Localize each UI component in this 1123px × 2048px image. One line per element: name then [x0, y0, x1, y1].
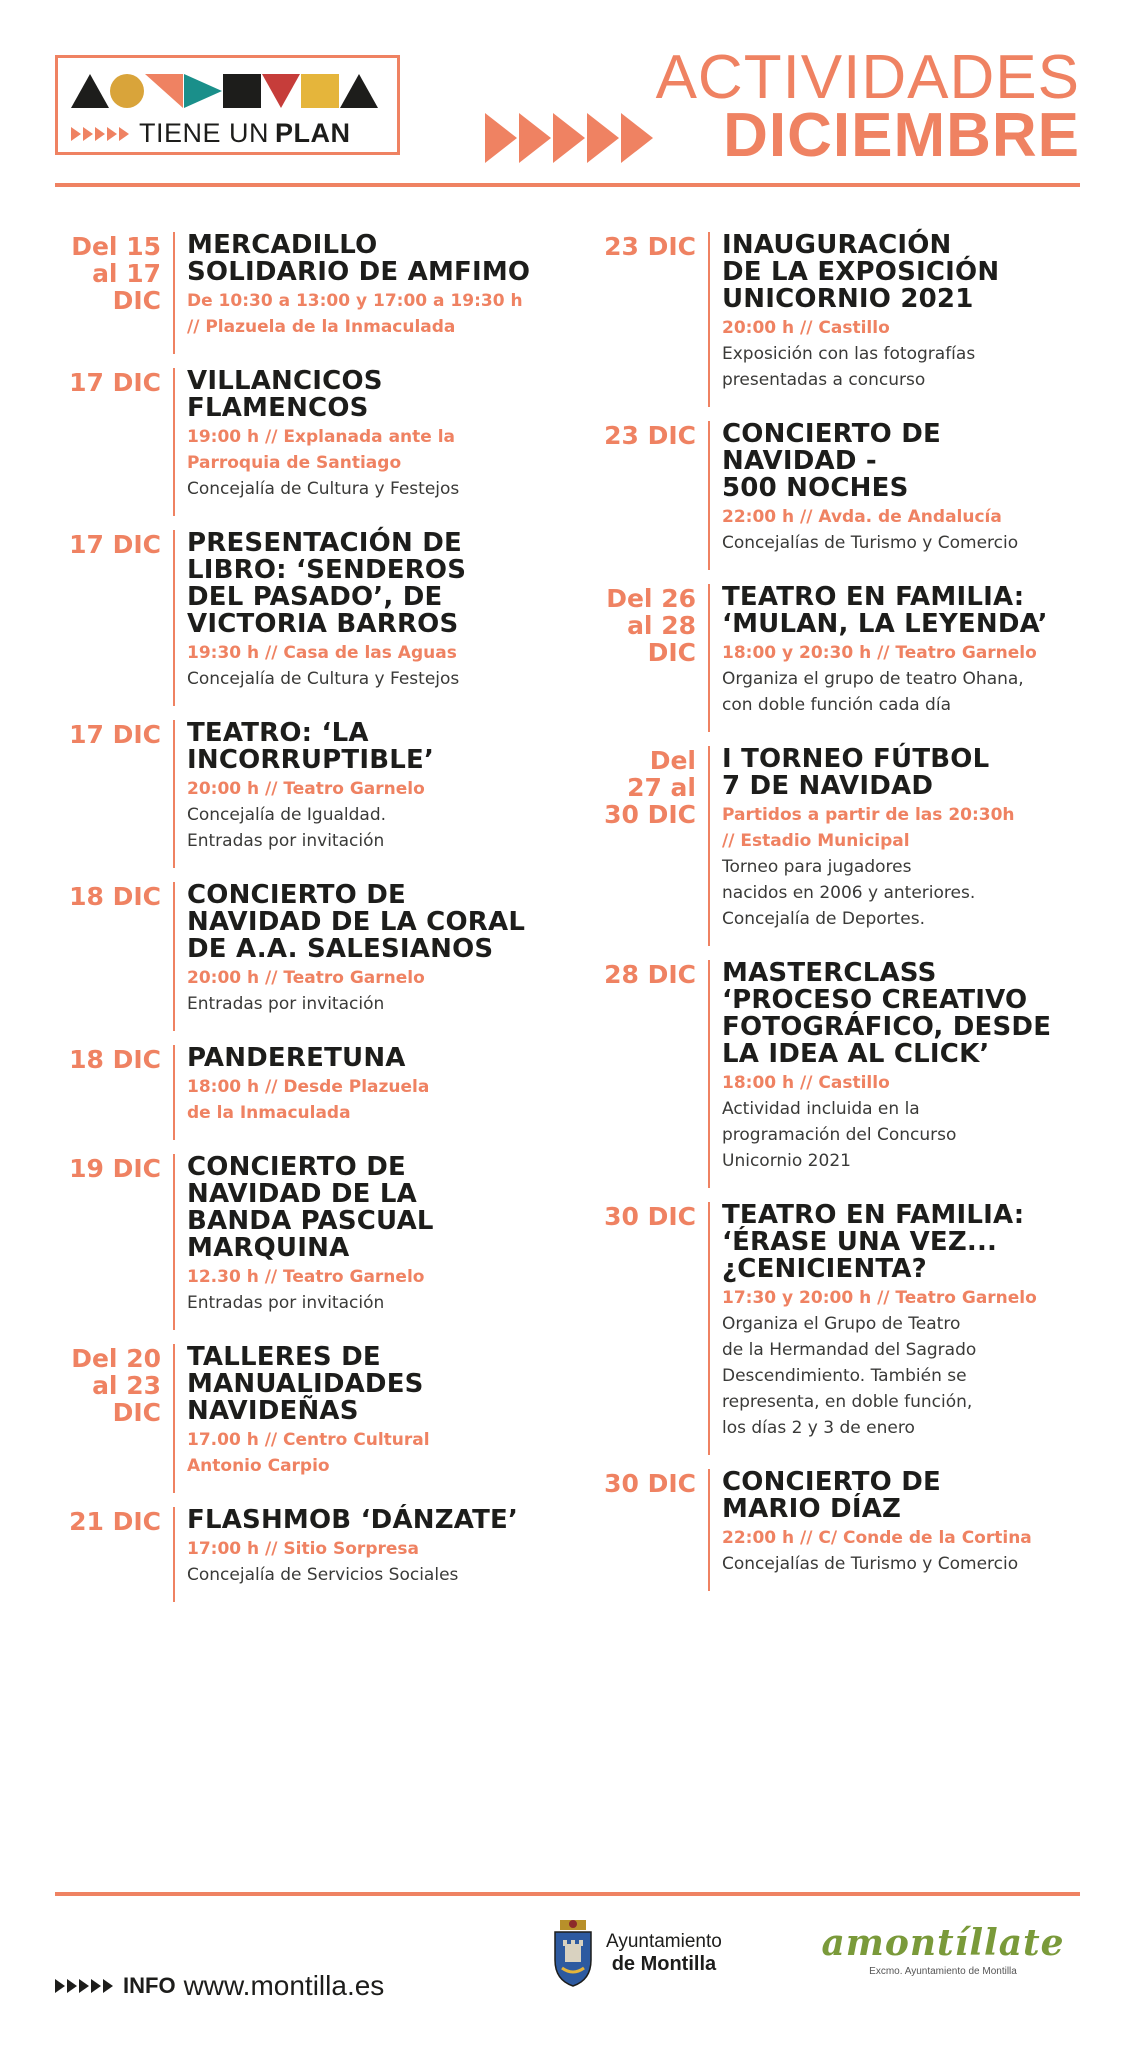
event-note-line: Entradas por invitación — [187, 994, 385, 1014]
footer-divider — [55, 1892, 1080, 1896]
events-right-column — [590, 232, 1100, 1605]
event-note — [187, 1290, 565, 1316]
event-note-line: Concejalía de Deportes. — [722, 909, 926, 929]
event-item — [590, 746, 1100, 946]
event-note — [722, 530, 1100, 556]
event-note-line: Concejalías de Turismo y Comercio — [722, 533, 1019, 553]
logo-tagline-light: TIENE UN — [139, 118, 270, 148]
event-title-line: 500 NOCHES — [722, 473, 909, 503]
event-item — [55, 1154, 565, 1330]
event-title-line: MANUALIDADES — [187, 1369, 424, 1399]
event-note — [722, 1096, 1100, 1174]
event-title-line: NAVIDAD DE LA — [187, 1179, 417, 1209]
event-time-place-line: Partidos a partir de las 20:30h — [722, 805, 1015, 825]
event-item — [55, 720, 565, 868]
event-time-place-line: 20:00 h // Castillo — [722, 318, 890, 338]
event-time-place-line: // Plazuela de la Inmaculada — [187, 317, 456, 337]
event-time-place-line: 18:00 y 20:30 h // Teatro Garnelo — [722, 643, 1037, 663]
event-item — [55, 368, 565, 516]
event-title-line: MASTERCLASS — [722, 958, 937, 988]
event-title-line: CONCIERTO DE — [187, 880, 406, 910]
event-title — [187, 232, 565, 286]
ayuntamiento-logo — [550, 1918, 722, 1988]
event-time-place — [722, 1070, 1100, 1096]
event-item — [590, 421, 1100, 570]
event-title-line: TALLERES DE — [187, 1342, 381, 1372]
event-body — [708, 746, 1100, 946]
event-date — [590, 232, 708, 407]
event-time-place — [187, 965, 565, 991]
event-title — [722, 1469, 1100, 1523]
event-title-line: NAVIDAD DE LA CORAL — [187, 907, 526, 937]
event-body — [708, 1202, 1100, 1455]
event-date-line: DIC — [112, 1398, 161, 1427]
event-time-place — [187, 1074, 565, 1126]
ayuntamiento-line-2: de Montilla — [611, 1953, 717, 1975]
amontillate-logo — [808, 1922, 1078, 1977]
event-date-line: 23 DIC — [604, 232, 696, 261]
event-item — [55, 1344, 565, 1493]
event-date-line: DIC — [647, 638, 696, 667]
event-title-line: SOLIDARIO DE AMFIMO — [187, 257, 531, 287]
page-title-top: ACTIVIDADES — [655, 43, 1080, 112]
event-date — [55, 1154, 173, 1330]
event-title — [722, 1202, 1100, 1283]
event-time-place — [722, 315, 1100, 341]
event-date — [55, 368, 173, 516]
event-title — [187, 720, 565, 774]
event-title — [187, 1344, 565, 1425]
event-item — [55, 882, 565, 1031]
event-date-line: 27 al — [627, 773, 696, 802]
event-time-place — [187, 424, 565, 476]
event-title-line: LIBRO: ‘SENDEROS — [187, 555, 467, 585]
event-title-line: VILLANCICOS — [187, 366, 383, 396]
event-date — [55, 1507, 173, 1602]
event-title-line: INAUGURACIÓN — [722, 230, 952, 260]
event-note-line: representa, en doble función, — [722, 1392, 973, 1412]
event-note — [187, 476, 565, 502]
event-body — [708, 584, 1100, 732]
event-note-line: programación del Concurso — [722, 1125, 957, 1145]
event-note-line: con doble función cada día — [722, 695, 951, 715]
event-note — [187, 991, 565, 1017]
event-date-line: al 28 — [627, 611, 696, 640]
coat-of-arms-icon — [550, 1918, 596, 1988]
event-body — [708, 1469, 1100, 1591]
montilla-logo — [55, 55, 400, 155]
event-title-line: MERCADILLO — [187, 230, 378, 260]
header — [55, 43, 1080, 185]
event-body — [708, 232, 1100, 407]
event-title — [187, 368, 565, 422]
event-note-line: Actividad incluida en la — [722, 1099, 920, 1119]
event-note — [722, 854, 1100, 932]
event-title-line: CONCIERTO DE — [187, 1152, 406, 1182]
event-time-place-line: Parroquia de Santiago — [187, 453, 402, 473]
event-title-line: UNICORNIO 2021 — [722, 284, 974, 314]
event-date-line: 28 DIC — [604, 960, 696, 989]
event-date-line: Del 15 — [71, 232, 161, 261]
event-item — [55, 1507, 565, 1602]
event-note-line: Unicornio 2021 — [722, 1151, 851, 1171]
event-date — [55, 232, 173, 354]
event-time-place — [722, 1525, 1100, 1551]
info-label: INFO — [123, 1973, 176, 1998]
event-title-line: VICTORIA BARROS — [187, 609, 459, 639]
footer-info — [55, 1970, 384, 2002]
event-body — [708, 960, 1100, 1188]
event-note — [187, 802, 565, 854]
event-body — [708, 421, 1100, 570]
event-note-line: Entradas por invitación — [187, 1293, 385, 1313]
event-time-place — [722, 1285, 1100, 1311]
event-title-line: PRESENTACIÓN DE — [187, 528, 462, 558]
event-time-place — [187, 1536, 565, 1562]
event-note — [187, 1562, 565, 1588]
event-title — [187, 1045, 565, 1072]
event-date-line: 21 DIC — [69, 1507, 161, 1536]
event-date-line: 23 DIC — [604, 421, 696, 450]
event-date — [55, 720, 173, 868]
event-body — [173, 1344, 565, 1493]
event-date — [590, 1469, 708, 1591]
event-time-place-line: 17:00 h // Sitio Sorpresa — [187, 1539, 419, 1559]
event-title — [187, 530, 565, 638]
event-date — [55, 882, 173, 1031]
event-date-line: 18 DIC — [69, 1045, 161, 1074]
event-date-line: Del — [649, 746, 696, 775]
event-body — [173, 1507, 565, 1602]
event-title-line: NAVIDAD - — [722, 446, 877, 476]
event-note-line: presentadas a concurso — [722, 370, 926, 390]
header-divider — [55, 183, 1080, 187]
logo-wordmark-graphic — [71, 74, 379, 108]
event-title-line: TEATRO: ‘LA — [187, 718, 369, 748]
event-time-place-line: 12.30 h // Teatro Garnelo — [187, 1267, 425, 1287]
event-title-line: TEATRO EN FAMILIA: — [722, 582, 1025, 612]
event-title-line: MARQUINA — [187, 1233, 350, 1263]
event-note-line: Concejalía de Servicios Sociales — [187, 1565, 459, 1585]
event-time-place — [722, 640, 1100, 666]
arrows-icon — [55, 1979, 115, 1993]
event-title — [722, 960, 1100, 1068]
event-body — [173, 530, 565, 706]
event-time-place — [187, 1427, 565, 1479]
event-item — [55, 1045, 565, 1140]
amontillate-wordmark: amontíllate — [821, 1922, 1065, 1964]
event-body — [173, 1045, 565, 1140]
event-title-line: DE LA EXPOSICIÓN — [722, 257, 1000, 287]
event-note-line: Descendimiento. También se — [722, 1366, 967, 1386]
amontillate-subtitle: Excmo. Ayuntamiento de Montilla — [869, 1966, 1017, 1977]
event-date-line: 30 DIC — [604, 800, 696, 829]
event-title-line: FOTOGRÁFICO, DESDE — [722, 1012, 1052, 1042]
event-time-place — [187, 776, 565, 802]
event-body — [173, 882, 565, 1031]
event-time-place-line: 18:00 h // Castillo — [722, 1073, 890, 1093]
event-body — [173, 720, 565, 868]
ayuntamiento-line-1: Ayuntamiento — [606, 1931, 722, 1952]
event-title — [187, 882, 565, 963]
event-title-line: TEATRO EN FAMILIA: — [722, 1200, 1025, 1230]
event-note — [722, 341, 1100, 393]
event-date — [55, 1344, 173, 1493]
title-arrows-icon — [485, 113, 655, 163]
event-item — [590, 1202, 1100, 1455]
event-note-line: Exposición con las fotografías — [722, 344, 976, 364]
event-note-line: Entradas por invitación — [187, 831, 385, 851]
event-body — [173, 1154, 565, 1330]
event-time-place — [722, 504, 1100, 530]
event-title-line: PANDERETUNA — [187, 1043, 406, 1073]
event-title-line: NAVIDEÑAS — [187, 1396, 359, 1426]
event-title-line: ‘PROCESO CREATIVO — [722, 985, 1028, 1015]
event-note-line: Concejalías de Turismo y Comercio — [722, 1554, 1019, 1574]
event-title-line: INCORRUPTIBLE’ — [187, 745, 435, 775]
event-time-place-line: 20:00 h // Teatro Garnelo — [187, 968, 425, 988]
event-date — [55, 1045, 173, 1140]
event-title-line: ‘MULAN, LA LEYENDA’ — [722, 609, 1048, 639]
event-title-line: DEL PASADO’, DE — [187, 582, 443, 612]
event-time-place-line: 22:00 h // C/ Conde de la Cortina — [722, 1528, 1032, 1548]
event-note-line: Organiza el grupo de teatro Ohana, — [722, 669, 1024, 689]
event-item — [590, 584, 1100, 732]
event-note — [187, 666, 565, 692]
logo-tagline — [71, 118, 351, 149]
event-date-line: al 17 — [92, 259, 161, 288]
event-title-line: LA IDEA AL CLICK’ — [722, 1039, 990, 1069]
event-note — [722, 1551, 1100, 1577]
event-title-line: FLASHMOB ‘DÁNZATE’ — [187, 1505, 519, 1535]
event-title-line: FLAMENCOS — [187, 393, 369, 423]
event-item — [55, 530, 565, 706]
event-time-place-line: // Estadio Municipal — [722, 831, 910, 851]
event-note-line: de la Hermandad del Sagrado — [722, 1340, 977, 1360]
event-time-place-line: De 10:30 a 13:00 y 17:00 a 19:30 h — [187, 291, 523, 311]
event-title-line: CONCIERTO DE — [722, 1467, 941, 1497]
event-date-line: 17 DIC — [69, 530, 161, 559]
event-note-line: Organiza el Grupo de Teatro — [722, 1314, 961, 1334]
event-title-line: ‘ÉRASE UNA VEZ... — [722, 1227, 998, 1257]
event-date — [590, 960, 708, 1188]
event-title — [187, 1154, 565, 1262]
website-link[interactable]: www.montilla.es — [183, 1970, 385, 2001]
event-time-place — [187, 288, 565, 340]
event-title — [722, 232, 1100, 313]
event-time-place — [187, 640, 565, 666]
event-title — [722, 746, 1100, 800]
event-date-line: 19 DIC — [69, 1154, 161, 1183]
event-date-line: 18 DIC — [69, 882, 161, 911]
event-time-place-line: 20:00 h // Teatro Garnelo — [187, 779, 425, 799]
event-date-line: Del 20 — [71, 1344, 161, 1373]
event-item — [590, 1469, 1100, 1591]
page-title-bottom: DICIEMBRE — [723, 101, 1080, 170]
event-title — [722, 584, 1100, 638]
event-time-place-line: Antonio Carpio — [187, 1456, 330, 1476]
event-date — [590, 746, 708, 946]
event-time-place-line: 17.00 h // Centro Cultural — [187, 1430, 430, 1450]
event-date-line: 17 DIC — [69, 720, 161, 749]
event-note — [722, 666, 1100, 718]
event-date — [55, 530, 173, 706]
event-time-place-line: 19:00 h // Explanada ante la — [187, 427, 456, 447]
event-title-line: ¿CENICIENTA? — [722, 1254, 927, 1284]
event-date-line: 30 DIC — [604, 1469, 696, 1498]
event-time-place — [722, 802, 1100, 854]
event-time-place-line: de la Inmaculada — [187, 1103, 351, 1123]
event-title-line: I TORNEO FÚTBOL — [722, 744, 990, 774]
event-body — [173, 368, 565, 516]
event-title — [722, 421, 1100, 502]
event-note-line: Torneo para jugadores — [722, 857, 912, 877]
event-title — [187, 1507, 565, 1534]
event-title-line: 7 DE NAVIDAD — [722, 771, 934, 801]
events-left-column — [55, 232, 565, 1616]
event-note-line: Concejalía de Igualdad. — [187, 805, 387, 825]
event-date — [590, 1202, 708, 1455]
event-body — [173, 232, 565, 354]
event-time-place-line: 17:30 y 20:00 h // Teatro Garnelo — [722, 1288, 1037, 1308]
event-item — [590, 232, 1100, 407]
event-note-line: Concejalía de Cultura y Festejos — [187, 669, 460, 689]
event-item — [55, 232, 565, 354]
event-title-line: DE A.A. SALESIANOS — [187, 934, 494, 964]
event-date — [590, 421, 708, 570]
event-item — [590, 960, 1100, 1188]
event-date-line: 17 DIC — [69, 368, 161, 397]
logo-tagline-bold: PLAN — [275, 118, 351, 148]
event-note-line: Concejalía de Cultura y Festejos — [187, 479, 460, 499]
event-note-line: los días 2 y 3 de enero — [722, 1418, 915, 1438]
event-time-place — [187, 1264, 565, 1290]
event-time-place-line: 22:00 h // Avda. de Andalucía — [722, 507, 1002, 527]
arrows-icon — [71, 127, 131, 141]
event-date-line: Del 26 — [606, 584, 696, 613]
event-date — [590, 584, 708, 732]
event-date-line: al 23 — [92, 1371, 161, 1400]
event-time-place-line: 18:00 h // Desde Plazuela — [187, 1077, 430, 1097]
event-title-line: BANDA PASCUAL — [187, 1206, 434, 1236]
event-date-line: DIC — [112, 286, 161, 315]
event-note-line: nacidos en 2006 y anteriores. — [722, 883, 976, 903]
event-time-place-line: 19:30 h // Casa de las Aguas — [187, 643, 457, 663]
event-date-line: 30 DIC — [604, 1202, 696, 1231]
event-title-line: CONCIERTO DE — [722, 419, 941, 449]
event-title-line: MARIO DÍAZ — [722, 1494, 902, 1524]
event-note — [722, 1311, 1100, 1441]
